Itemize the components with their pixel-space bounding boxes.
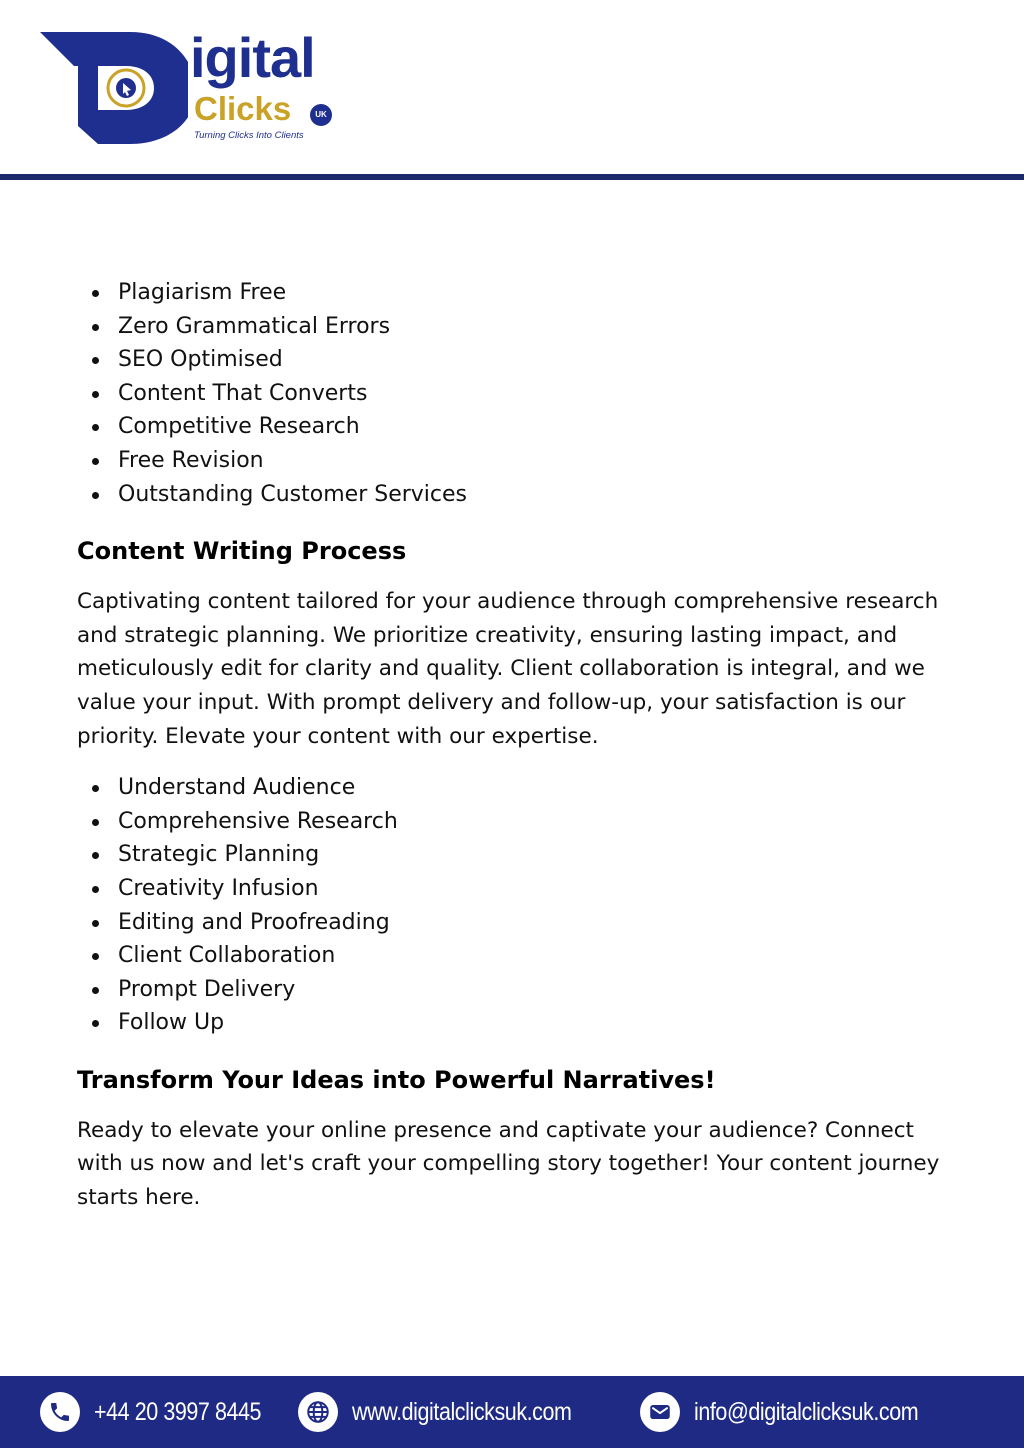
list-item: Comprehensive Research xyxy=(77,805,957,839)
header-divider xyxy=(0,174,1024,180)
list-item: Zero Grammatical Errors xyxy=(77,310,957,344)
brand-tagline: Turning Clicks Into Clients xyxy=(194,130,304,141)
footer-website[interactable] xyxy=(298,1376,607,1448)
process-steps-list xyxy=(77,771,957,1040)
list-item: Free Revision xyxy=(77,444,957,478)
cta-paragraph: Ready to elevate your online presence and captivate your audience? Connect with us now and let's craft your compelling story together! Your content journey starts here. xyxy=(77,1117,940,1211)
cta-heading: Transform Your Ideas into Powerful Narratives! xyxy=(77,1065,716,1094)
list-item: Plagiarism Free xyxy=(77,276,957,310)
brand-badge: UK xyxy=(310,104,332,126)
list-item: Follow Up xyxy=(77,1006,957,1040)
list-item: Outstanding Customer Services xyxy=(77,478,957,512)
website-link[interactable]: www.digitalclicksuk.com xyxy=(352,1397,572,1426)
list-item: Strategic Planning xyxy=(77,838,957,872)
globe-icon xyxy=(298,1392,338,1432)
list-item: Competitive Research xyxy=(77,410,957,444)
footer-phone[interactable] xyxy=(40,1376,288,1448)
process-paragraph: Captivating content tailored for your audience through comprehensive research and strategic planning. We prioritize creativity, ensuring lasting impact, and meticulously edit for clarity and quality. Client collaboration is integral, and we value your input. With prompt delivery and follow-up, your satisfaction is our priority. Elevate your content with our expertise. xyxy=(77,589,939,749)
list-item: Creativity Infusion xyxy=(77,872,957,906)
process-heading: Content Writing Process xyxy=(77,537,407,566)
brand-name-sub: Clicks xyxy=(194,90,292,127)
page-header xyxy=(0,0,1024,182)
mail-icon xyxy=(640,1392,680,1432)
phone-number[interactable]: +44 20 3997 8445 xyxy=(94,1397,262,1426)
list-item: SEO Optimised xyxy=(77,343,957,377)
brand-name-main: igital xyxy=(190,26,315,89)
list-item: Prompt Delivery xyxy=(77,973,957,1007)
logo-d-mark-icon xyxy=(38,22,188,152)
phone-icon xyxy=(40,1392,80,1432)
list-item: Content That Converts xyxy=(77,377,957,411)
list-item: Understand Audience xyxy=(77,771,957,805)
email-link[interactable]: info@digitalclicksuk.com xyxy=(694,1397,919,1426)
list-item: Client Collaboration xyxy=(77,939,957,973)
footer-email[interactable] xyxy=(640,1376,955,1448)
brand-logo xyxy=(38,22,348,152)
features-list xyxy=(77,276,957,511)
contact-footer xyxy=(0,1376,1024,1448)
page-content xyxy=(77,276,957,1215)
list-item: Editing and Proofreading xyxy=(77,906,957,940)
